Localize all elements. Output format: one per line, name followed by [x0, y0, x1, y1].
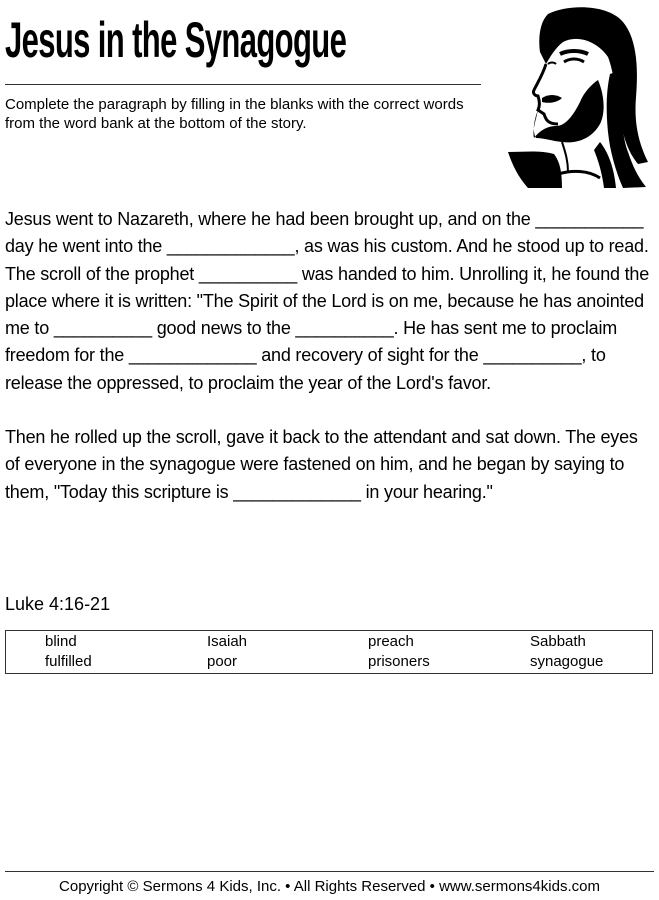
- story-paragraph-2: Then he rolled up the scroll, gave it back to the attendant and sat down. The eyes of everyone in the synagogue were fastened on him, and he began by saying to them, "Today this scripture is _____________ in your hearing.": [5, 427, 638, 502]
- brow: [560, 51, 588, 54]
- eye: [564, 59, 584, 62]
- word-bank-item: poor: [207, 653, 238, 670]
- robe-left: [508, 152, 562, 189]
- story-paragraph-1: Jesus went to Nazareth, where he had been brought up, and on the ___________ day he went into the _____________, as was his custom. And he stood up to read. The scroll of the prophet __________ was handed to him. Unrolling it, he found the place where it is written: "The Spirit of the Lord is on me, because he has anointed me to __________ good news to the __________. He has sent me to proclaim freedom for the _____________ and recovery of sight for the __________, to release the oppressed, to proclaim the year of the Lord's favor.: [5, 209, 650, 393]
- word-bank-item: synagogue: [530, 653, 604, 670]
- word-bank-item: Sabbath: [530, 633, 586, 650]
- eye-left: [548, 63, 556, 65]
- face-outline: [533, 64, 558, 124]
- page-title: Jesus in the Synagogue: [5, 12, 347, 68]
- footer-divider: [5, 871, 654, 872]
- story-text: [5, 206, 655, 533]
- title-divider: [5, 84, 481, 85]
- instructions: Complete the paragraph by filling in the blanks with the correct words from the word bank at the bottom of the story.: [5, 96, 464, 132]
- word-bank-item: fulfilled: [45, 653, 92, 670]
- beard: [533, 80, 603, 142]
- word-bank-item: blind: [45, 633, 77, 650]
- jesus-portrait-icon: [488, 2, 658, 190]
- mustache: [542, 95, 562, 103]
- robe-collar: [558, 171, 600, 178]
- word-bank-item: Isaiah: [207, 633, 248, 650]
- word-bank-item: prisoners: [368, 653, 430, 670]
- neck: [562, 142, 568, 172]
- scripture-reference: Luke 4:16-21: [5, 594, 111, 614]
- word-bank-item: preach: [368, 633, 414, 650]
- footer-copyright: Copyright © Sermons 4 Kids, Inc. • All Rights Reserved • www.sermons4kids.com: [59, 878, 600, 895]
- word-bank: [5, 630, 653, 674]
